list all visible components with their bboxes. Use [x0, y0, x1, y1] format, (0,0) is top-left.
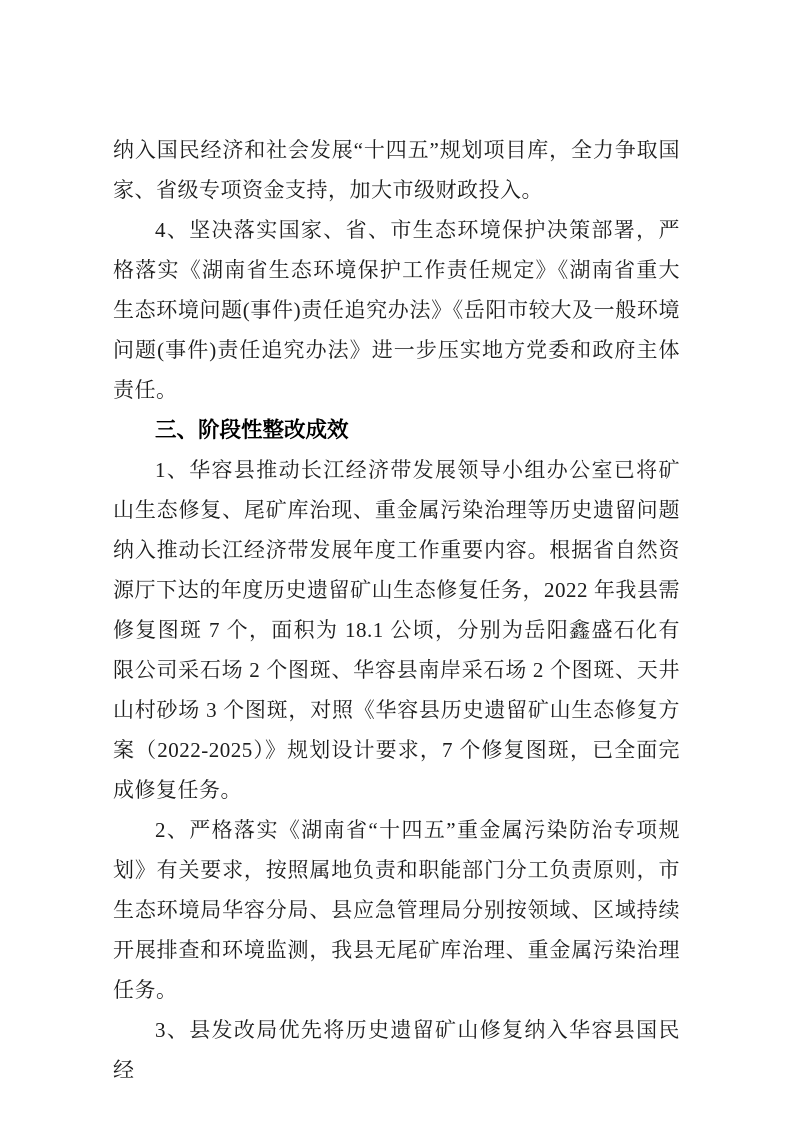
section-heading-stage-results: 三、阶段性整改成效	[155, 418, 349, 442]
paragraph-point-1: 1、华容县推动长江经济带发展领导小组办公室已将矿山生态修复、尾矿库治现、重金属污染治理等历史遗留问题纳入推动长江经济带发展年度工作重要内容。根据省自然资源厅下达的年度历史遗留矿山生态修复任务，2022 年我县需修复图斑 7 个，面积为 18.1 公顷，分别为岳阳鑫盛石化有限公司采石场 2 个图斑、华容县南岸采石场 2 个图斑、天井山村砂场 3 个图斑，对照《华容县历史遗留矿山生态修复方案（2022-2025）》规划设计要求，7 个修复图斑，已全面完成修复任务。	[113, 458, 680, 802]
paragraph-point-4: 4、坚决落实国家、省、市生态环境保护决策部署，严格落实《湖南省生态环境保护工作责任规定》《湖南省重大生态环境问题(事件)责任追究办法》《岳阳市较大及一般环境问题(事件)责任追究办法》进一步压实地方党委和政府主体责任。	[113, 218, 680, 402]
paragraph-point-2: 2、严格落实《湖南省“十四五”重金属污染防治专项规划》有关要求，按照属地负责和职能部门分工负责原则，市生态环境局华容分局、县应急管理局分别按领域、区域持续开展排查和环境监测，我县无尾矿库治理、重金属污染治理任务。	[113, 818, 680, 1002]
paragraph-point-3: 3、县发改局优先将历史遗留矿山修复纳入华容县国民经	[113, 1018, 680, 1082]
paragraph-continuation: 纳入国民经济和社会发展“十四五”规划项目库，全力争取国家、省级专项资金支持，加大市级财政投入。	[113, 138, 680, 202]
document-body	[113, 130, 680, 1090]
